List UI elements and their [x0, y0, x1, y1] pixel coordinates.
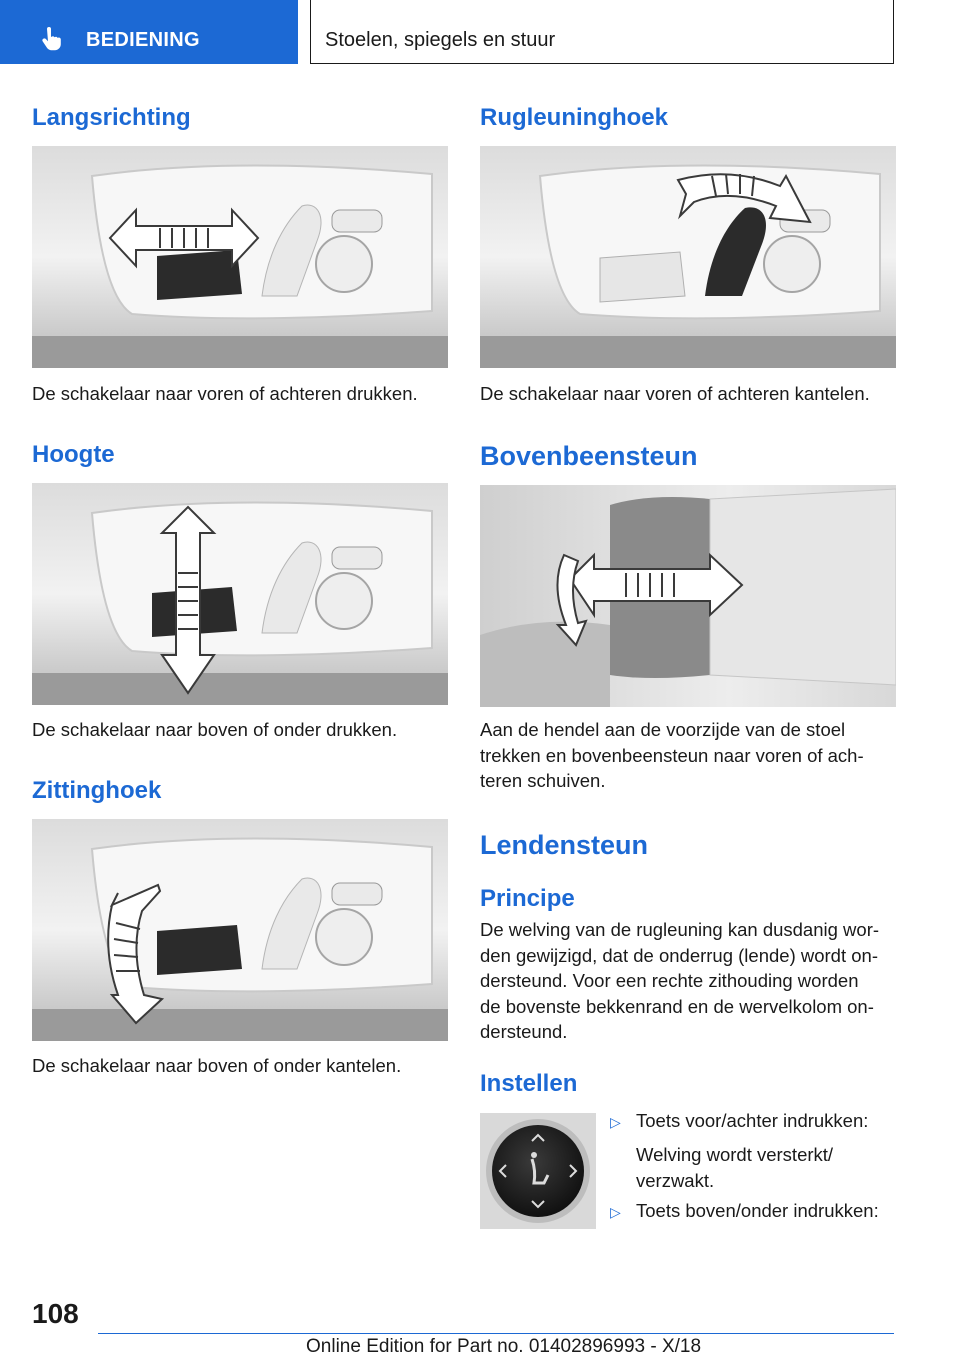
figure-lendensteun-switch: [480, 1113, 596, 1229]
text-zittinghoek: De schakelaar naar boven of onder kantelen.: [32, 1055, 402, 1076]
heading-bovenbeensteun: Bovenbeensteun: [480, 441, 698, 471]
chapter-label: BEDIENING: [86, 29, 200, 51]
footer-divider: [98, 1333, 894, 1334]
hand-pointer-icon: [38, 26, 64, 52]
figure-rugleuninghoek: [480, 146, 896, 368]
heading-langsrichting: Langsrichting: [32, 104, 191, 131]
heading-instellen: Instellen: [480, 1070, 578, 1097]
figure-zittinghoek: [32, 819, 448, 1041]
page-number: 108: [32, 1298, 79, 1329]
bullet-item-1: ▷ Toets voor/achter indrukken:: [610, 1108, 868, 1136]
text-langsrichting: De schakelaar naar voren of achteren drukken.: [32, 383, 418, 404]
figure-bovenbeensteun: [480, 485, 896, 707]
bullet-item-2: ▷ Toets boven/onder indrukken:: [610, 1198, 879, 1226]
text-principe: De welving van de rugleuning kan dusdanig wor- den gewijzigd, dat de onderrug (lende) wordt on- dersteund. Voor een rechte zithouding worden de bovenste bekkenrand en de wervelkolom on- dersteund.: [480, 919, 880, 1042]
heading-rugleuninghoek: Rugleuninghoek: [480, 104, 668, 131]
triangle-bullet-icon: ▷: [610, 1114, 621, 1130]
heading-lendensteun: Lendensteun: [480, 830, 649, 860]
heading-zittinghoek: Zittinghoek: [32, 777, 162, 804]
text-rugleuninghoek: De schakelaar naar voren of achteren kantelen.: [480, 383, 870, 404]
triangle-bullet-icon: ▷: [610, 1204, 621, 1220]
section-label: Stoelen, spiegels en stuur: [325, 29, 556, 51]
text-bovenbeensteun: Aan de hendel aan de voorzijde van de stoel trekken en bovenbeensteun naar voren of ach- teren schuiven.: [480, 719, 864, 791]
figure-hoogte: [32, 483, 448, 705]
section-header: [310, 0, 894, 64]
chapter-tab[interactable]: [0, 0, 298, 64]
figure-langsrichting: [32, 146, 448, 368]
footer-edition: Online Edition for Part no. 01402896993 - X/18: [306, 1336, 702, 1357]
heading-principe: Principe: [480, 885, 575, 912]
heading-hoogte: Hoogte: [32, 441, 115, 468]
text-hoogte: De schakelaar naar boven of onder drukken.: [32, 719, 398, 740]
bullet-item-1-subtext: Welving wordt versterkt/ verzwakt.: [636, 1144, 834, 1191]
